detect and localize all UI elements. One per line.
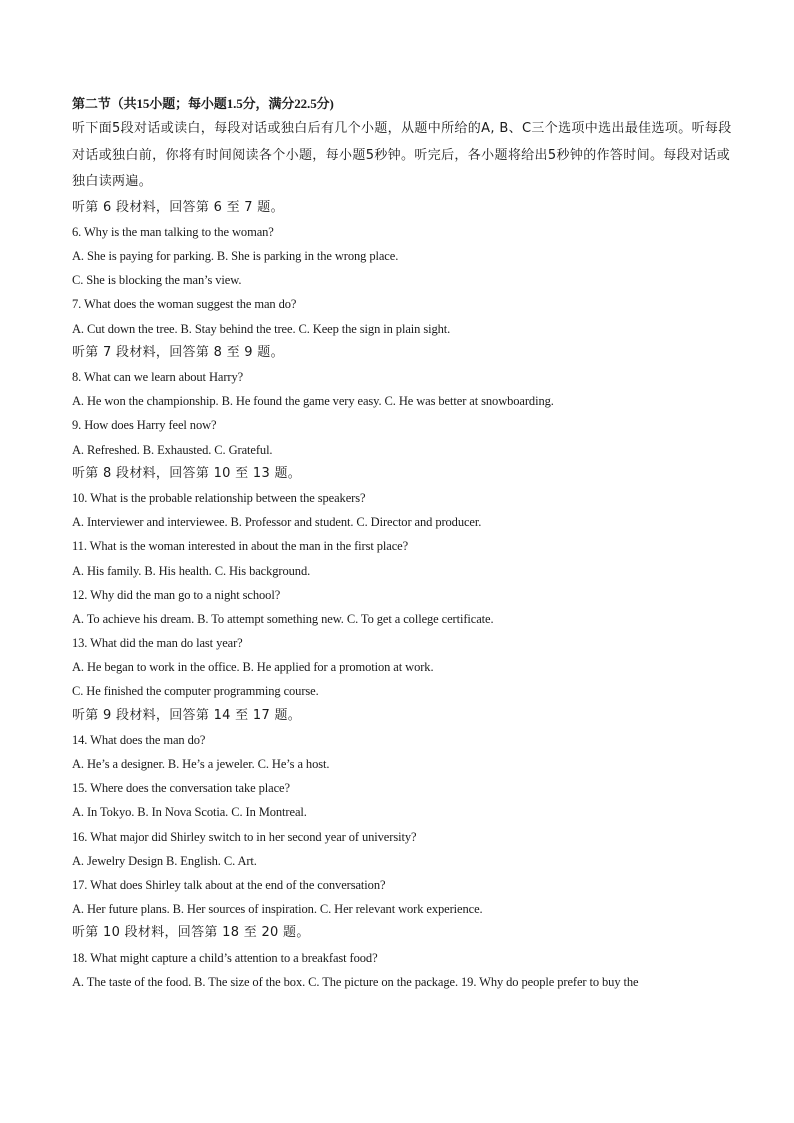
material-heading-8: 听第 8 段材料，回答第 10 至 13 题。 xyxy=(72,465,302,481)
question-17: 17. What does Shirley talk about at the end of the conversation? xyxy=(72,877,386,892)
options-16: A. Jewelry Design B. English. C. Art. xyxy=(72,853,257,868)
options-15: A. In Tokyo. B. In Nova Scotia. C. In Montreal. xyxy=(72,805,307,820)
question-11: 11. What is the woman interested in about the man in the first place? xyxy=(72,539,409,554)
question-10: 10. What is the probable relationship between the speakers? xyxy=(72,490,366,505)
options-11: A. His family. B. His health. C. His background. xyxy=(72,563,311,578)
options-13-ab: A. He began to work in the office. B. He applied for a promotion at work. xyxy=(72,660,434,675)
options-17: A. Her future plans. B. Her sources of inspiration. C. Her relevant work experience. xyxy=(72,902,483,917)
question-15: 15. Where does the conversation take place? xyxy=(72,781,290,796)
options-13-c: C. He finished the computer programming course. xyxy=(72,684,319,699)
options-18-and-question-19: A. The taste of the food. B. The size of the box. C. The picture on the package. 19. Why do people prefer to buy the xyxy=(72,974,639,989)
material-heading-9: 听第 9 段材料，回答第 14 至 17 题。 xyxy=(72,707,302,723)
options-6-ab: A. She is paying for parking. B. She is parking in the wrong place. xyxy=(72,249,399,264)
question-16: 16. What major did Shirley switch to in her second year of university? xyxy=(72,829,417,844)
question-12: 12. Why did the man go to a night school? xyxy=(72,587,281,602)
options-9: A. Refreshed. B. Exhausted. C. Grateful. xyxy=(72,442,273,457)
options-6-c: C. She is blocking the man’s view. xyxy=(72,273,242,288)
question-7: 7. What does the woman suggest the man do? xyxy=(72,297,297,312)
options-8: A. He won the championship. B. He found the game very easy. C. He was better at snowboarding. xyxy=(72,394,554,409)
document-page xyxy=(72,92,732,994)
material-heading-10: 听第 10 段材料，回答第 18 至 20 题。 xyxy=(72,925,310,941)
material-heading-6: 听第 6 段材料，回答第 6 至 7 题。 xyxy=(72,199,284,215)
instructions-paragraph: 听下面5段对话或读白，每段对话或独白后有几个小题，从题中所给的A, B、C三个选项中选出最佳选项。听每段对话或独白前，你将有时间阅读各个小题，每小题5秒钟。听完后，各小题将给出5秒钟的作答时间。每段对话或独白读两遍。 xyxy=(72,121,732,190)
section-title: 第二节（共15小题；每小题1.5分，满分22.5分) xyxy=(72,96,334,111)
question-9: 9. How does Harry feel now? xyxy=(72,418,217,433)
question-13: 13. What did the man do last year? xyxy=(72,636,243,651)
question-18: 18. What might capture a child’s attention to a breakfast food? xyxy=(72,950,378,965)
options-14: A. He’s a designer. B. He’s a jeweler. C. He’s a host. xyxy=(72,757,330,771)
options-7: A. Cut down the tree. B. Stay behind the tree. C. Keep the sign in plain sight. xyxy=(72,321,451,336)
question-14: 14. What does the man do? xyxy=(72,732,206,747)
question-8: 8. What can we learn about Harry? xyxy=(72,370,244,384)
options-10: A. Interviewer and interviewee. B. Professor and student. C. Director and producer. xyxy=(72,515,482,530)
options-12: A. To achieve his dream. B. To attempt something new. C. To get a college certificate. xyxy=(72,611,494,626)
question-6: 6. Why is the man talking to the woman? xyxy=(72,224,274,239)
material-heading-7: 听第 7 段材料，回答第 8 至 9 题。 xyxy=(72,344,284,360)
